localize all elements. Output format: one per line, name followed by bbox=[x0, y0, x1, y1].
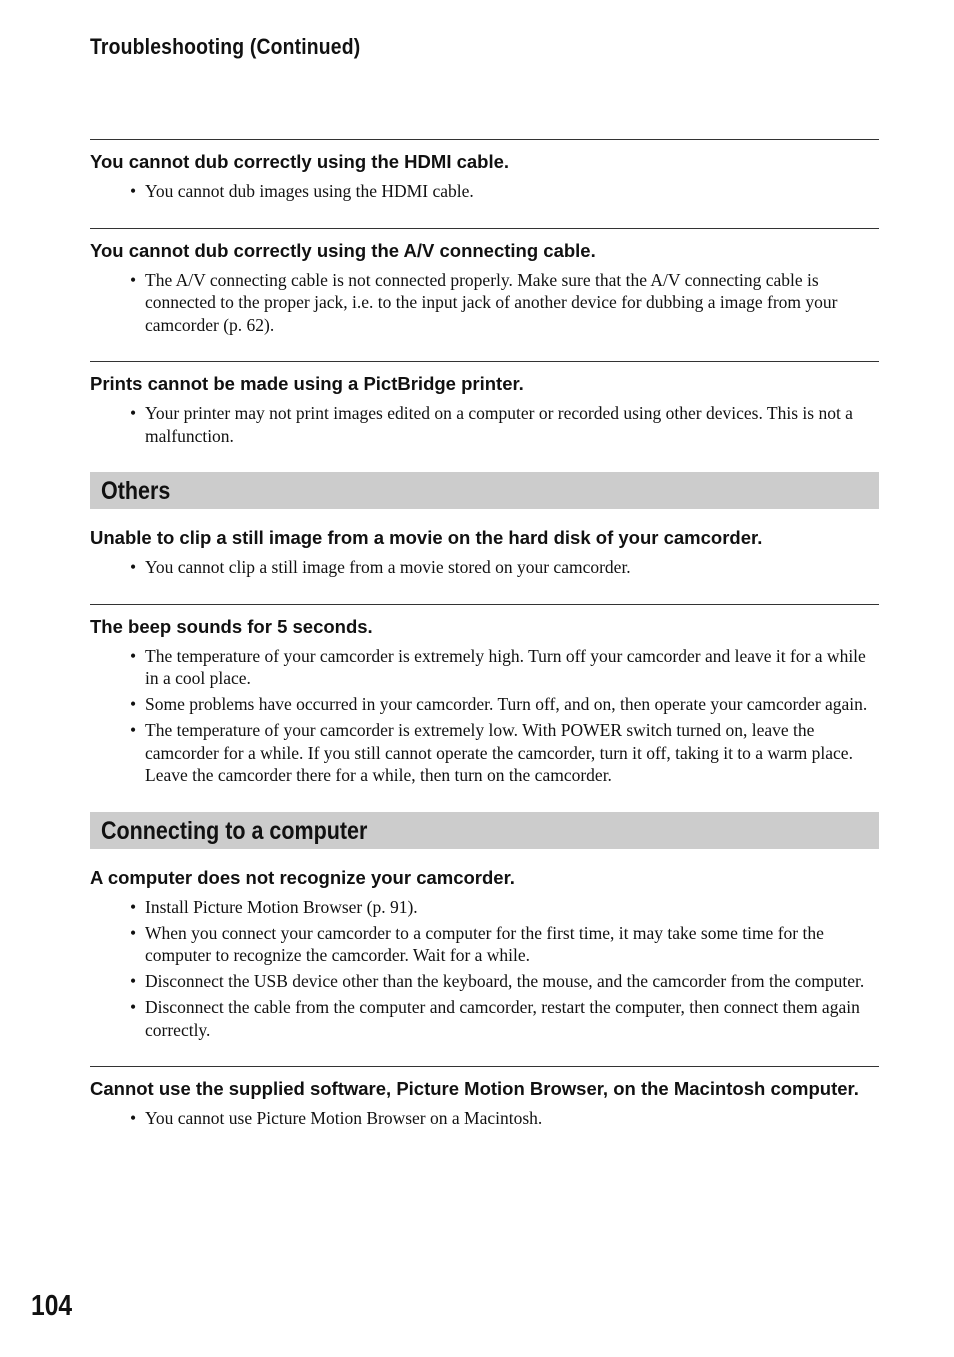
bullet-item: • Some problems have occurred in your camcorder. Turn off, and on, then operate your camcorder again. bbox=[145, 693, 879, 716]
bullet-item: • Disconnect the USB device other than the keyboard, the mouse, and the camcorder from the computer. bbox=[145, 970, 879, 993]
bullet-item: • You cannot dub images using the HDMI cable. bbox=[145, 180, 879, 203]
bullet-item: • You cannot clip a still image from a movie stored on your camcorder. bbox=[145, 556, 879, 579]
bullet-item: • The temperature of your camcorder is extremely low. With POWER switch turned on, leave the camcorder for a while. If you still cannot operate the camcorder, turn it off, taking it to a warm place. Leave the camcorder there for a while, then turn on the camcorder. bbox=[145, 719, 879, 787]
item-title: A computer does not recognize your camcorder. bbox=[90, 866, 515, 888]
troubleshooting-item-beep bbox=[90, 604, 879, 787]
bullet-item: • Install Picture Motion Browser (p. 91). bbox=[145, 896, 879, 919]
bullet-list bbox=[90, 645, 879, 787]
troubleshooting-item-av-cable bbox=[90, 228, 879, 337]
section-heading-text: Connecting to a computer bbox=[101, 816, 368, 845]
troubleshooting-item-pictbridge bbox=[90, 361, 879, 447]
bullet-item: • When you connect your camcorder to a computer for the first time, it may take some time for the computer to recognize the camcorder. Wait for a while. bbox=[145, 922, 879, 967]
item-title: The beep sounds for 5 seconds. bbox=[90, 615, 373, 637]
bullet-item: • Disconnect the cable from the computer and camcorder, restart the computer, then connect them again correctly. bbox=[145, 996, 879, 1041]
page-content bbox=[90, 139, 879, 1155]
bullet-list bbox=[90, 269, 879, 337]
bullet-item: • The A/V connecting cable is not connected properly. Make sure that the A/V connecting cable is connected to the proper jack, i.e. to the input jack of another device for dubbing a image from your camcorder (p. 62). bbox=[145, 269, 879, 337]
section-heading-text: Others bbox=[101, 477, 171, 505]
bullet-list bbox=[90, 402, 879, 447]
item-title: Prints cannot be made using a PictBridge printer. bbox=[90, 373, 524, 394]
item-title: Unable to clip a still image from a movie on the hard disk of your camcorder. bbox=[90, 527, 763, 548]
troubleshooting-item-not-recognized bbox=[90, 866, 879, 1042]
bullet-list bbox=[90, 556, 879, 579]
page-header-title: Troubleshooting (Continued) bbox=[90, 34, 361, 59]
item-title: You cannot dub correctly using the HDMI cable. bbox=[90, 151, 510, 172]
bullet-list bbox=[90, 896, 879, 1042]
page-number: 104 bbox=[31, 1290, 73, 1322]
section-heading-connecting-computer bbox=[90, 812, 879, 849]
bullet-list bbox=[90, 180, 879, 203]
bullet-list bbox=[90, 1107, 879, 1130]
item-title: You cannot dub correctly using the A/V connecting cable. bbox=[90, 239, 596, 261]
bullet-item: • Your printer may not print images edited on a computer or recorded using other devices. This is not a malfunction. bbox=[145, 402, 879, 447]
item-title: Cannot use the supplied software, Picture Motion Browser, on the Macintosh computer. bbox=[90, 1078, 859, 1099]
bullet-item: • The temperature of your camcorder is extremely high. Turn off your camcorder and leave it for a while in a cool place. bbox=[145, 645, 879, 690]
bullet-item: • You cannot use Picture Motion Browser on a Macintosh. bbox=[145, 1107, 879, 1130]
troubleshooting-item-clip-still bbox=[90, 526, 879, 579]
troubleshooting-item-macintosh bbox=[90, 1066, 879, 1130]
troubleshooting-item-hdmi bbox=[90, 139, 879, 203]
section-heading-others bbox=[90, 472, 879, 509]
